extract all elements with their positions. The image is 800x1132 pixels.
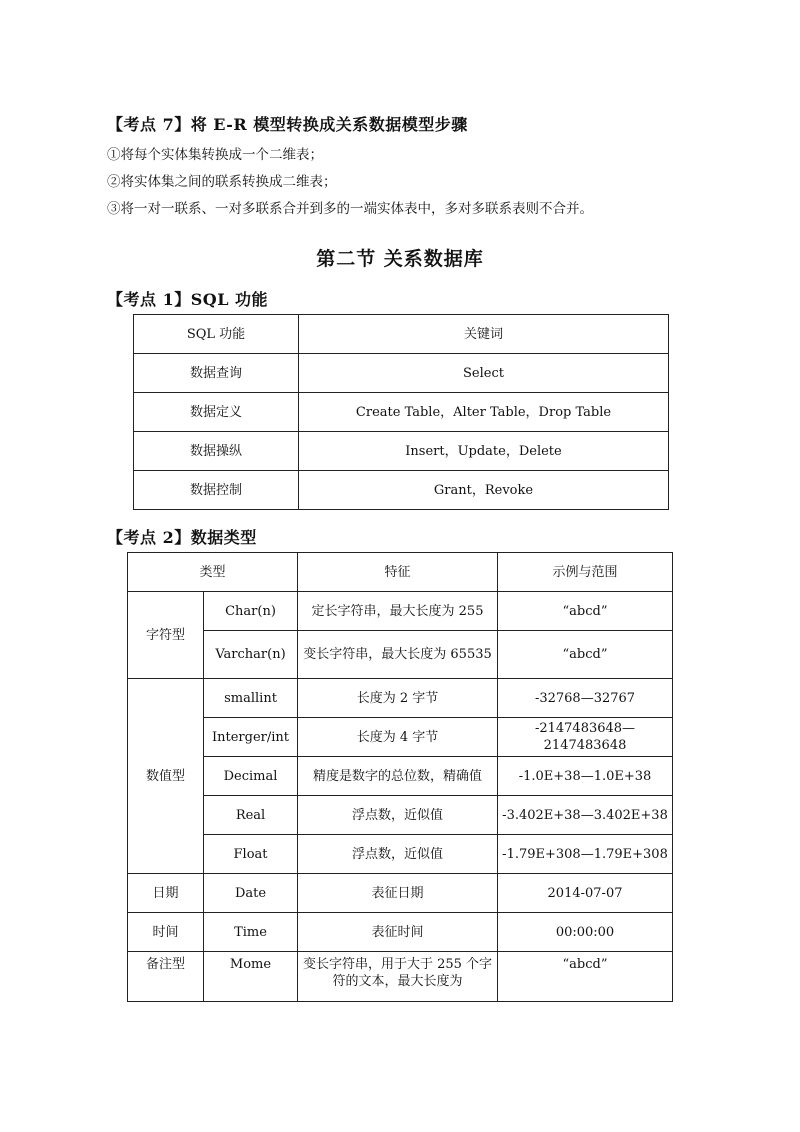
type-name-cell: Time bbox=[204, 913, 298, 952]
keyword-cell: Insert，Update，Delete bbox=[299, 432, 669, 471]
feature-cell: 长度为 4 字节 bbox=[298, 718, 498, 757]
example-cell: -32768—32767 bbox=[498, 679, 673, 718]
example-cell: “abcd” bbox=[498, 631, 673, 679]
header-cell: 类型 bbox=[128, 553, 298, 592]
table-row bbox=[128, 952, 673, 1002]
table-header-row bbox=[134, 315, 669, 354]
type-name-cell: Real bbox=[204, 796, 298, 835]
feature-cell: 变长字符串，用于大于 255 个字符的文本，最大长度为 bbox=[298, 952, 498, 1002]
type-name-cell: Mome bbox=[204, 952, 298, 1002]
feature-cell: 浮点数，近似值 bbox=[298, 835, 498, 874]
step-2: ②将实体集之间的联系转换成二维表； bbox=[107, 174, 337, 190]
keyword-cell: Grant，Revoke bbox=[299, 471, 669, 510]
function-cell: 数据控制 bbox=[134, 471, 299, 510]
header-cell: 示例与范围 bbox=[498, 553, 673, 592]
type-name-cell: Varchar(n) bbox=[204, 631, 298, 679]
table-row bbox=[128, 874, 673, 913]
keyword-cell: Create Table，Alter Table，Drop Table bbox=[299, 393, 669, 432]
feature-cell: 精度是数字的总位数，精确值 bbox=[298, 757, 498, 796]
function-cell: 数据定义 bbox=[134, 393, 299, 432]
feature-cell: 浮点数，近似值 bbox=[298, 796, 498, 835]
table-row bbox=[128, 835, 673, 874]
point7-heading: 【考点 7】将 E-R 模型转换成关系数据模型步骤 bbox=[107, 115, 468, 134]
header-cell: 关键词 bbox=[299, 315, 669, 354]
example-cell: 2014-07-07 bbox=[498, 874, 673, 913]
type-name-cell: Date bbox=[204, 874, 298, 913]
table-row bbox=[128, 796, 673, 835]
table-row bbox=[134, 354, 669, 393]
type-name-cell: Char(n) bbox=[204, 592, 298, 631]
example-cell: “abcd” bbox=[498, 952, 673, 1002]
table-header-row bbox=[128, 553, 673, 592]
group-cell: 时间 bbox=[128, 913, 204, 952]
example-cell: -1.79E+308—1.79E+308 bbox=[498, 835, 673, 874]
feature-cell: 表征时间 bbox=[298, 913, 498, 952]
table-row bbox=[128, 913, 673, 952]
type-name-cell: smallint bbox=[204, 679, 298, 718]
feature-cell: 表征日期 bbox=[298, 874, 498, 913]
header-cell: SQL 功能 bbox=[134, 315, 299, 354]
group-cell: 字符型 bbox=[128, 592, 204, 679]
feature-cell: 长度为 2 字节 bbox=[298, 679, 498, 718]
table-row bbox=[128, 718, 673, 757]
example-cell: -3.402E+38—3.402E+38 bbox=[498, 796, 673, 835]
table-row bbox=[128, 679, 673, 718]
type-name-cell: Float bbox=[204, 835, 298, 874]
function-cell: 数据操纵 bbox=[134, 432, 299, 471]
example-cell: -2147483648—2147483648 bbox=[498, 718, 673, 757]
table-row bbox=[128, 631, 673, 679]
point1-heading: 【考点 1】SQL 功能 bbox=[107, 290, 269, 309]
sql-function-table bbox=[133, 314, 669, 510]
step-1: ①将每个实体集转换成一个二维表； bbox=[107, 147, 323, 163]
table-row bbox=[128, 757, 673, 796]
function-cell: 数据查询 bbox=[134, 354, 299, 393]
table-row bbox=[134, 432, 669, 471]
section-title: 第二节 关系数据库 bbox=[316, 248, 484, 270]
feature-cell: 定长字符串，最大长度为 255 bbox=[298, 592, 498, 631]
group-cell: 数值型 bbox=[128, 679, 204, 874]
table-row bbox=[128, 592, 673, 631]
type-name-cell: Interger/int bbox=[204, 718, 298, 757]
data-type-table bbox=[127, 552, 673, 1002]
table-row bbox=[134, 393, 669, 432]
point2-heading: 【考点 2】数据类型 bbox=[107, 528, 257, 547]
type-name-cell: Decimal bbox=[204, 757, 298, 796]
example-cell: “abcd” bbox=[498, 592, 673, 631]
step-3: ③将一对一联系、一对多联系合并到多的一端实体表中，多对多联系表则不合并。 bbox=[107, 201, 593, 217]
feature-cell: 变长字符串，最大长度为 65535 bbox=[298, 631, 498, 679]
group-cell: 日期 bbox=[128, 874, 204, 913]
group-cell: 备注型 bbox=[128, 952, 204, 1002]
example-cell: 00:00:00 bbox=[498, 913, 673, 952]
table-row bbox=[134, 471, 669, 510]
header-cell: 特征 bbox=[298, 553, 498, 592]
example-cell: -1.0E+38—1.0E+38 bbox=[498, 757, 673, 796]
keyword-cell: Select bbox=[299, 354, 669, 393]
